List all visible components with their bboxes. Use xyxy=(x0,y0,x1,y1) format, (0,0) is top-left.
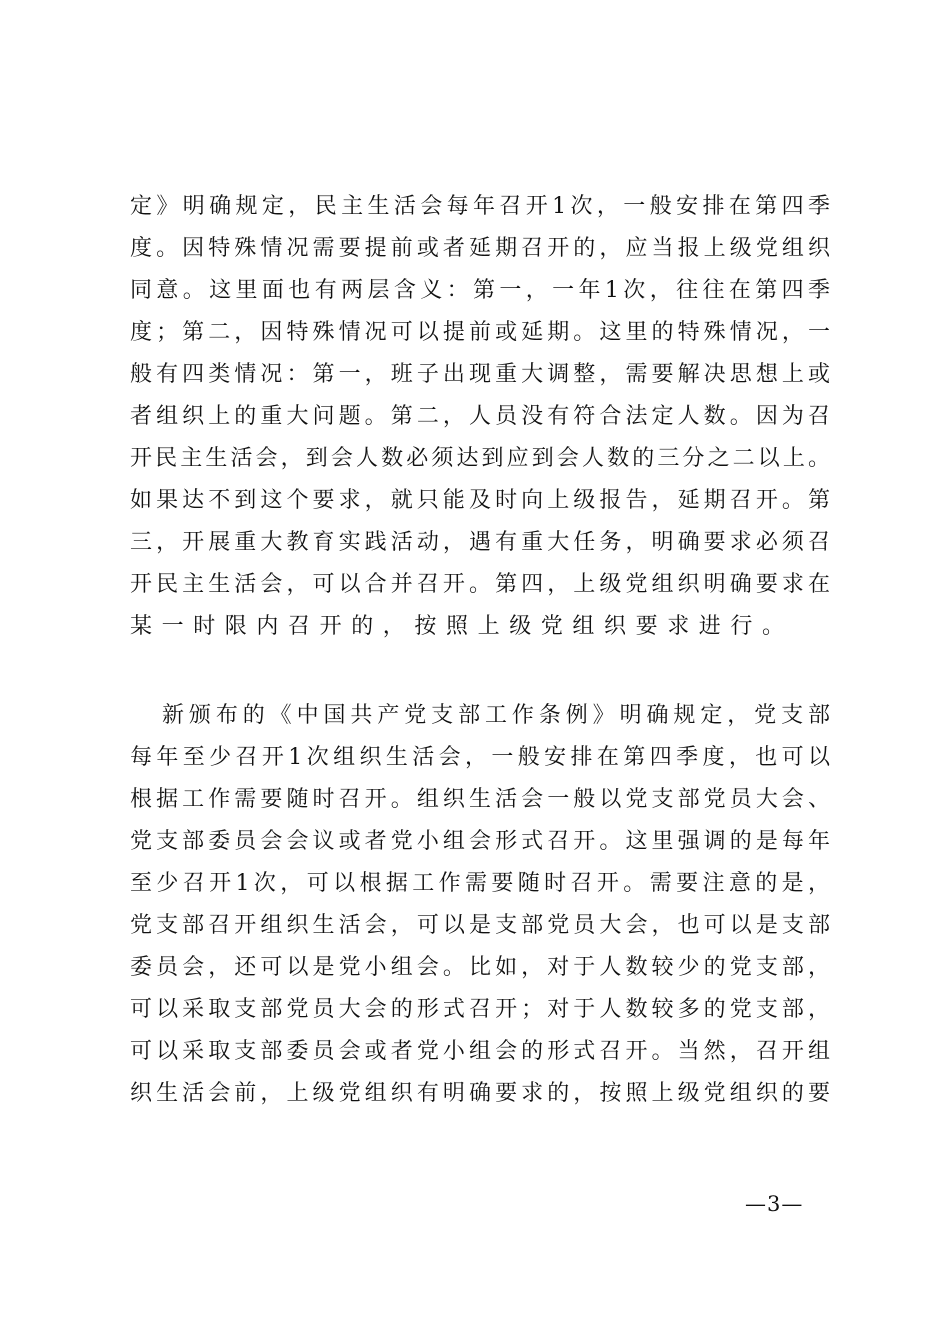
text-line: 度；第二，因特殊情况可以提前或延期。这里的特殊情况，一 xyxy=(130,320,830,345)
text-line: 某一时限内召开的，按照上级党组织要求进行。 xyxy=(130,614,794,639)
text-line: 委员会，还可以是党小组会。比如，对于人数较少的党支部， xyxy=(130,955,830,980)
text-line: 根据工作需要随时召开。组织生活会一般以党支部党员大会、 xyxy=(130,787,830,812)
text-line: 度。因特殊情况需要提前或者延期召开的，应当报上级党组织 xyxy=(130,236,830,261)
text-line: 者组织上的重大问题。第二，人员没有符合法定人数。因为召 xyxy=(130,404,830,429)
text-line: 织生活会前，上级党组织有明确要求的，按照上级党组织的要 xyxy=(130,1081,830,1106)
text-line: 般有四类情况：第一，班子出现重大调整，需要解决思想上或 xyxy=(130,362,830,387)
page-number: —3— xyxy=(745,1192,804,1216)
text-line: 开民主生活会，可以合并召开。第四，上级党组织明确要求在 xyxy=(130,572,830,597)
text-line: 可以采取支部党员大会的形式召开；对于人数较多的党支部， xyxy=(130,997,830,1022)
paragraph-1 xyxy=(130,186,830,648)
text-line: 新颁布的《中国共产党支部工作条例》明确规定，党支部 xyxy=(162,703,830,728)
text-line: 开民主生活会，到会人数必须达到应到会人数的三分之二以上。 xyxy=(130,446,830,471)
text-line: 三，开展重大教育实践活动，遇有重大任务，明确要求必须召 xyxy=(130,530,830,555)
text-line: 至少召开1次，可以根据工作需要随时召开。需要注意的是， xyxy=(130,871,830,896)
text-line: 如果达不到这个要求，就只能及时向上级报告，延期召开。第 xyxy=(130,488,830,513)
text-line: 党支部委员会会议或者党小组会形式召开。这里强调的是每年 xyxy=(130,829,830,854)
text-line: 每年至少召开1次组织生活会，一般安排在第四季度，也可以 xyxy=(130,745,830,770)
text-line: 党支部召开组织生活会，可以是支部党员大会，也可以是支部 xyxy=(130,913,830,938)
text-line: 同意。这里面也有两层含义：第一，一年1次，往往在第四季 xyxy=(130,278,830,303)
paragraph-2 xyxy=(130,695,830,1115)
text-line: 定》明确规定，民主生活会每年召开1次，一般安排在第四季 xyxy=(130,194,830,219)
text-line: 可以采取支部委员会或者党小组会的形式召开。当然，召开组 xyxy=(130,1039,830,1064)
